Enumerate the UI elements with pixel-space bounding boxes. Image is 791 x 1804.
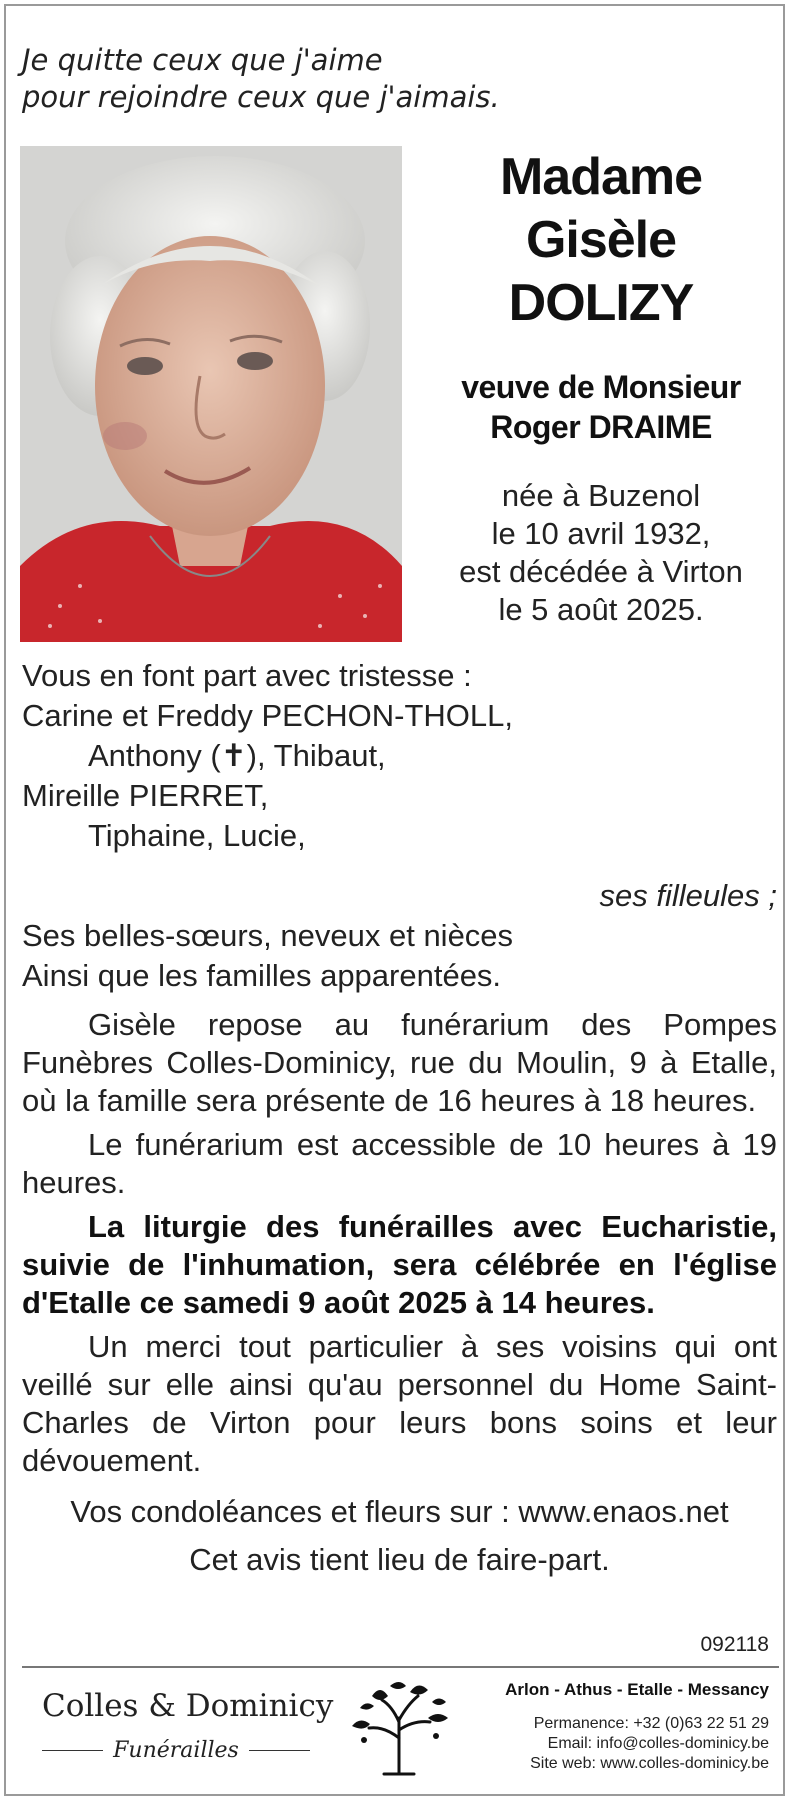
access-paragraph: Le funérarium est accessible de 10 heures à 19 heures. <box>22 1127 777 1200</box>
family-role: ses filleules ; <box>599 878 777 913</box>
liturgy-paragraph: La liturgie des funérailles avec Eucharistie, suivie de l'inhumation, sera célébrée en l'église d'Etalle ce samedi 9 août 2025 à 14 heures. <box>22 1209 777 1320</box>
family-line-6: Ainsi que les familles apparentées. <box>22 958 502 993</box>
company-name: Colles & Dominicy <box>42 1688 334 1724</box>
death-place: est décédée à Virton <box>459 554 743 589</box>
quote <box>22 42 500 116</box>
quote-line-2: pour rejoindre ceux que j'aimais. <box>22 80 500 114</box>
footer <box>22 1670 779 1790</box>
family-line-4: Tiphaine, Lucie, <box>88 818 306 853</box>
birth-date: le 10 avril 1932, <box>491 516 711 551</box>
portrait-photo <box>20 146 402 642</box>
company-subtitle-row <box>42 1738 310 1763</box>
deceased-info <box>426 146 776 629</box>
contact-block <box>530 1714 769 1774</box>
family-line-3: Mireille PIERRET, <box>22 778 269 813</box>
family-line-5: Ses belles-sœurs, neveux et nièces <box>22 918 514 953</box>
notice-line: Cet avis tient lieu de faire-part. <box>189 1542 610 1577</box>
subtitle-rule-left <box>42 1750 103 1751</box>
family-intro: Vous en font part avec tristesse : <box>22 658 472 693</box>
widow-line-2: Roger DRAIME <box>490 409 712 445</box>
deceased-first-name: Gisèle <box>525 211 677 269</box>
quote-line-1: Je quitte ceux que j'aime <box>22 43 383 77</box>
obituary-notice <box>4 4 785 1796</box>
family-line-1: Carine et Freddy PECHON-THOLL, <box>22 698 513 733</box>
company-subtitle: Funérailles <box>113 1738 239 1763</box>
family-line-2: Anthony (✝), Thibaut, <box>88 738 386 773</box>
tree-icon <box>344 1678 454 1778</box>
deceased-title: Madame <box>499 148 703 206</box>
footer-divider <box>22 1666 779 1668</box>
subtitle-rule-right <box>249 1750 310 1751</box>
deceased-last-name: DOLIZY <box>508 274 694 332</box>
reference-number: 092118 <box>700 1633 769 1656</box>
death-date: le 5 août 2025. <box>498 592 704 627</box>
widow-line-1: veuve de Monsieur <box>461 369 741 405</box>
repose-paragraph: Gisèle repose au funérarium des Pompes Funèbres Colles-Dominicy, rue du Moulin, 9 à Etalle, où la famille sera présente de 16 heures à 18 heures. <box>22 1007 777 1118</box>
condolences-line: Vos condoléances et fleurs sur : www.enaos.net <box>70 1494 729 1529</box>
thanks-paragraph: Un merci tout particulier à ses voisins qui ont veillé sur elle ainsi qu'au personnel du Home Saint-Charles de Virton pour leurs bons soins et leur dévouement. <box>22 1329 777 1478</box>
website-line: Site web: www.colles-dominicy.be <box>530 1755 769 1772</box>
birth-place: née à Buzenol <box>501 478 701 513</box>
email-line: Email: info@colles-dominicy.be <box>547 1735 769 1752</box>
phone-line: Permanence: +32 (0)63 22 51 29 <box>533 1715 769 1732</box>
notice-body <box>22 656 777 1580</box>
office-towns: Arlon - Athus - Etalle - Messancy <box>505 1680 769 1699</box>
